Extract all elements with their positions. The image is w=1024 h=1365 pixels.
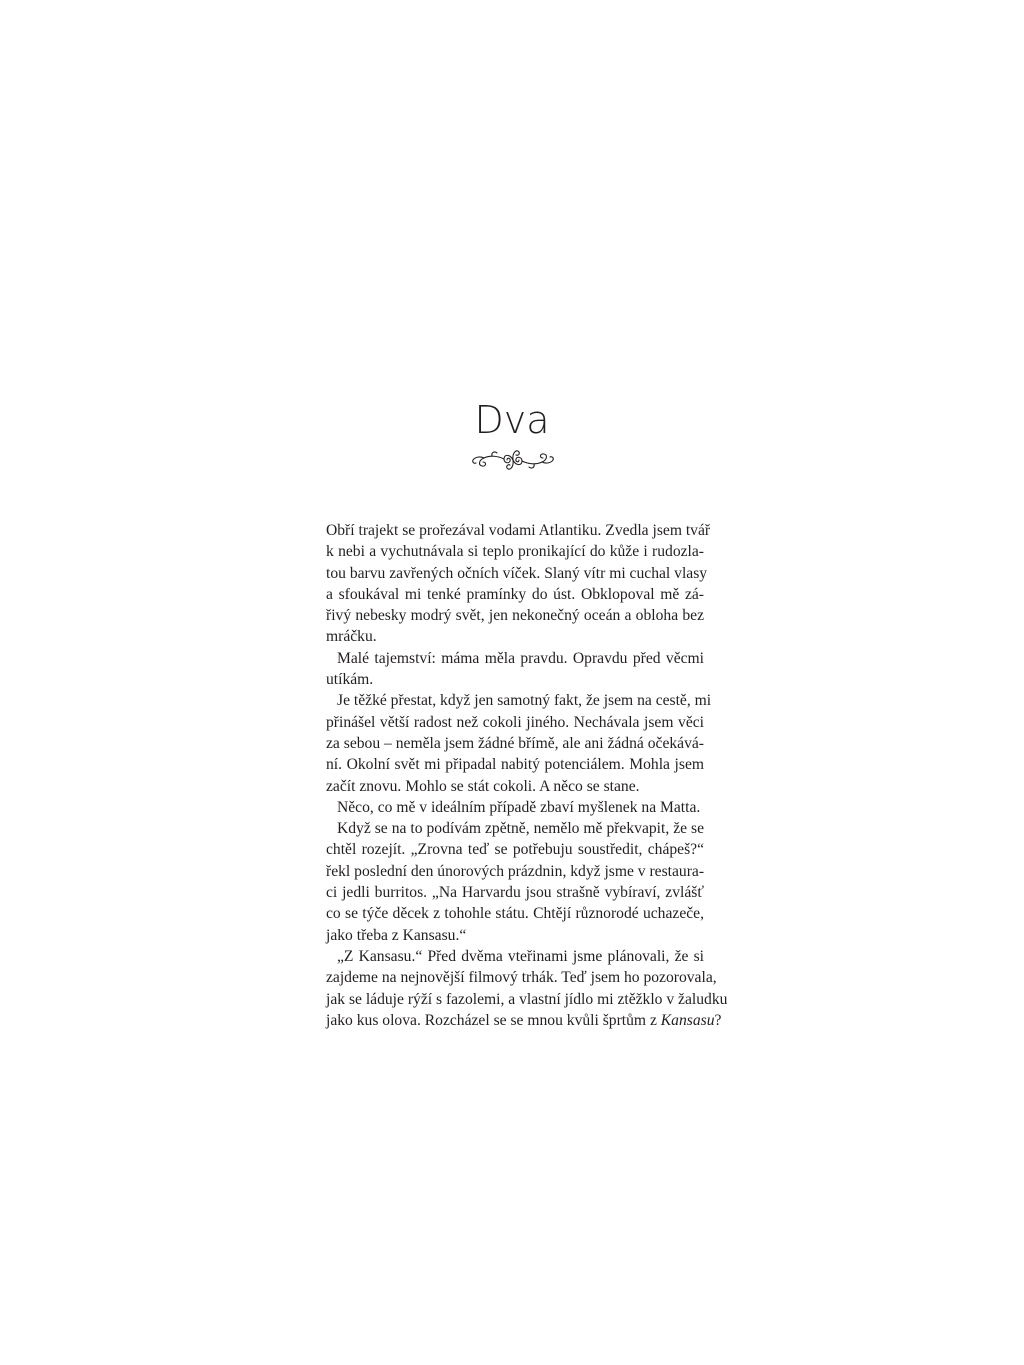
flourish-ornament-icon	[470, 446, 556, 474]
text-line	[326, 1010, 722, 1031]
text-segment: ?	[714, 1011, 722, 1029]
text-line: řivý nebesky modrý svět, jen nekonečný oceán a obloha bez	[326, 607, 704, 625]
chapter-body	[326, 520, 728, 1031]
text-line: chtěl rozejít. „Zrovna teď se potřebuju soustředit, chápeš?“	[326, 841, 704, 859]
text-line: co se týče děcek z tohohle státu. Chtějí různorodé uchazeče,	[326, 905, 704, 923]
text-line: mráčku.	[326, 628, 377, 646]
text-line: jak se láduje rýží s fazolemi, a vlastní jídlo mi ztěžklo v žaludku	[326, 990, 728, 1008]
text-line: ci jedli burritos. „Na Harvardu jsou strašně vybíraví, zvlášť	[326, 884, 704, 902]
text-line: ní. Okolní svět mi připadal nabitý potenciálem. Mohla jsem	[326, 756, 704, 774]
text-segment: jako kus olova. Rozcházel se se mnou kvůli šprtům z	[326, 1011, 661, 1029]
text-line: jako třeba z Kansasu.“	[326, 926, 467, 944]
italic-text: Kansasu	[660, 1011, 715, 1029]
text-line: k nebi a vychutnávala si teplo pronikající do kůže i rudozla-	[326, 543, 704, 561]
text-line: Je těžké přestat, když jen samotný fakt, že jsem na cestě, mi	[337, 692, 712, 710]
chapter-title: Dva	[474, 398, 550, 442]
text-line: Obří trajekt se prořezával vodami Atlantiku. Zvedla jsem tvář	[326, 522, 711, 539]
text-line: Něco, co mě v ideálním případě zbaví myšlenek na Matta.	[337, 798, 701, 816]
text-line: Když se na to podívám zpětně, nemělo mě překvapit, že se	[337, 820, 704, 838]
text-line: zajdeme na nejnovější filmový trhák. Teď jsem ho pozorovala,	[326, 969, 717, 987]
text-line: začít znovu. Mohlo se stát cokoli. A něco se stane.	[326, 777, 640, 795]
text-line: a sfoukával mi tenké pramínky do úst. Obklopoval mě zá-	[326, 585, 704, 603]
text-line: přinášel větší radost než cokoli jiného. Nechávala jsem věci	[326, 713, 704, 731]
text-line: Malé tajemství: máma měla pravdu. Opravdu před věcmi	[337, 649, 704, 667]
text-line: za sebou – neměla jsem žádné břímě, ale ani žádná očekává-	[326, 734, 704, 752]
text-line: „Z Kansasu.“ Před dvěma vteřinami jsme plánovali, že si	[337, 947, 704, 965]
text-line: řekl poslední den únorových prázdnin, když jsme v restaura-	[326, 862, 705, 880]
text-line: utíkám.	[326, 671, 374, 689]
text-line: tou barvu zavřených očních víček. Slaný vítr mi cuchal vlasy	[326, 564, 708, 582]
